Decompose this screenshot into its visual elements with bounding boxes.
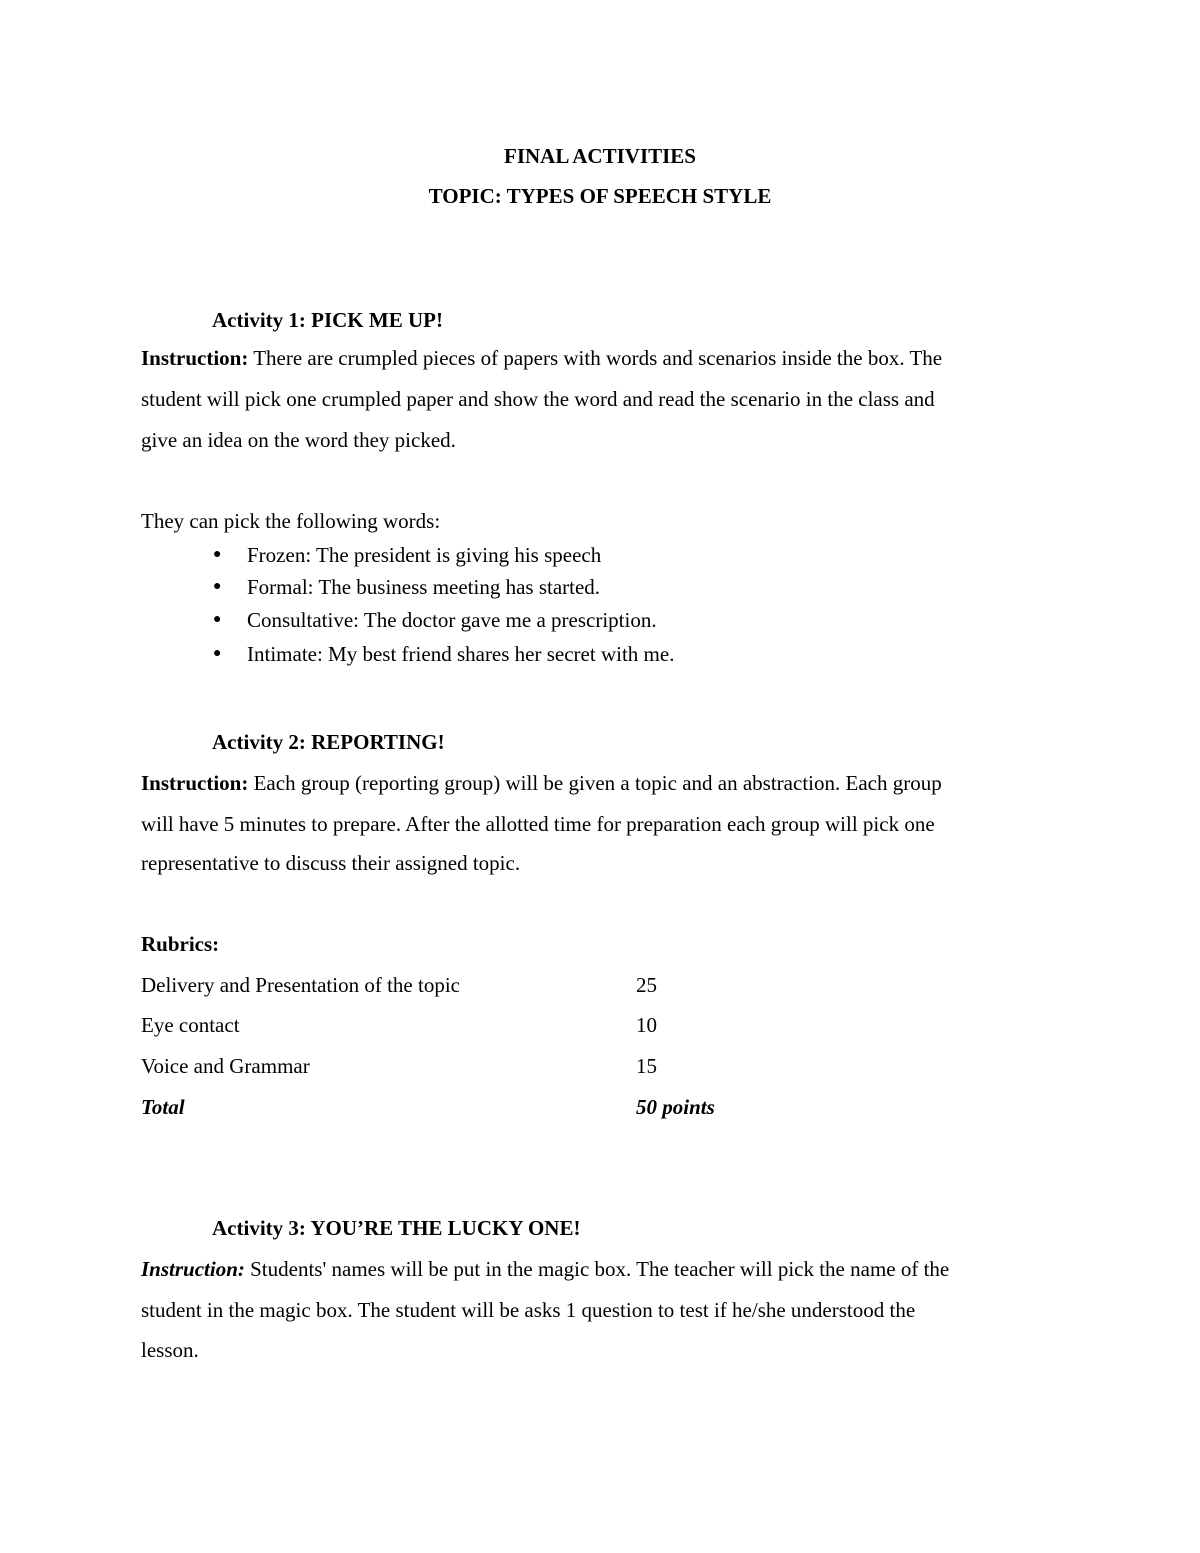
- list-item: [0, 577, 1200, 601]
- rubric-points: 10: [636, 1013, 657, 1037]
- list-item-text: Intimate: My best friend shares her secret with me.: [247, 642, 675, 666]
- table-row: [141, 1056, 841, 1082]
- rubric-criterion: Eye contact: [141, 1013, 240, 1037]
- rubric-points: 15: [636, 1054, 657, 1078]
- activity-3-heading: Activity 3: YOU’RE THE LUCKY ONE!: [212, 1216, 581, 1240]
- table-row-total: [141, 1097, 841, 1123]
- list-item-text: Frozen: The president is giving his speech: [247, 543, 602, 567]
- activity-1-heading: Activity 1: PICK ME UP!: [212, 308, 443, 332]
- list-item-text: Formal: The business meeting has started.: [247, 575, 601, 599]
- list-intro: They can pick the following words:: [141, 509, 441, 533]
- rubric-criterion: Delivery and Presentation of the topic: [141, 973, 460, 997]
- activity-2-heading: Activity 2: REPORTING!: [212, 730, 445, 754]
- activity-1-instruction-line-2: student will pick one crumpled paper and show the word and read the scenario in the class and: [141, 387, 935, 411]
- rubric-points: 25: [636, 973, 657, 997]
- activity-3-instruction-line-3: lesson.: [141, 1338, 199, 1362]
- total-label: Total: [141, 1095, 185, 1119]
- activity-2-instruction-line-2: will have 5 minutes to prepare. After the allotted time for preparation each group will pick one: [141, 812, 935, 836]
- list-item-text: Consultative: The doctor gave me a prescription.: [247, 608, 657, 632]
- total-value: 50 points: [636, 1095, 715, 1119]
- rubric-criterion: Voice and Grammar: [141, 1054, 310, 1078]
- rubrics-heading: Rubrics:: [141, 932, 220, 956]
- activity-2-instruction: Instruction: Each group (reporting group) will be given a topic and an abstraction. Each group: [141, 771, 942, 795]
- activity-1-instruction: Instruction: There are crumpled pieces of papers with words and scenarios inside the box. The: [141, 346, 943, 370]
- bullet-icon: ●: [213, 646, 222, 661]
- activity-3-instruction: Instruction: Students' names will be put in the magic box. The teacher will pick the name of the: [141, 1257, 950, 1281]
- list-item: [0, 545, 1200, 569]
- table-row: [141, 975, 841, 1001]
- document-topic: TOPIC: TYPES OF SPEECH STYLE: [428, 184, 772, 208]
- activity-1-instruction-line-3: give an idea on the word they picked.: [141, 428, 456, 452]
- list-item: [0, 644, 1200, 668]
- table-row: [141, 1015, 841, 1041]
- bullet-icon: ●: [213, 612, 222, 627]
- activity-2-instruction-line-3: representative to discuss their assigned topic.: [141, 851, 521, 875]
- document-title: FINAL ACTIVITIES: [504, 144, 696, 168]
- bullet-icon: ●: [213, 579, 222, 594]
- list-item: [0, 610, 1200, 634]
- bullet-icon: ●: [213, 547, 222, 562]
- activity-3-instruction-line-2: student in the magic box. The student will be asks 1 question to test if he/she understood the: [141, 1298, 916, 1322]
